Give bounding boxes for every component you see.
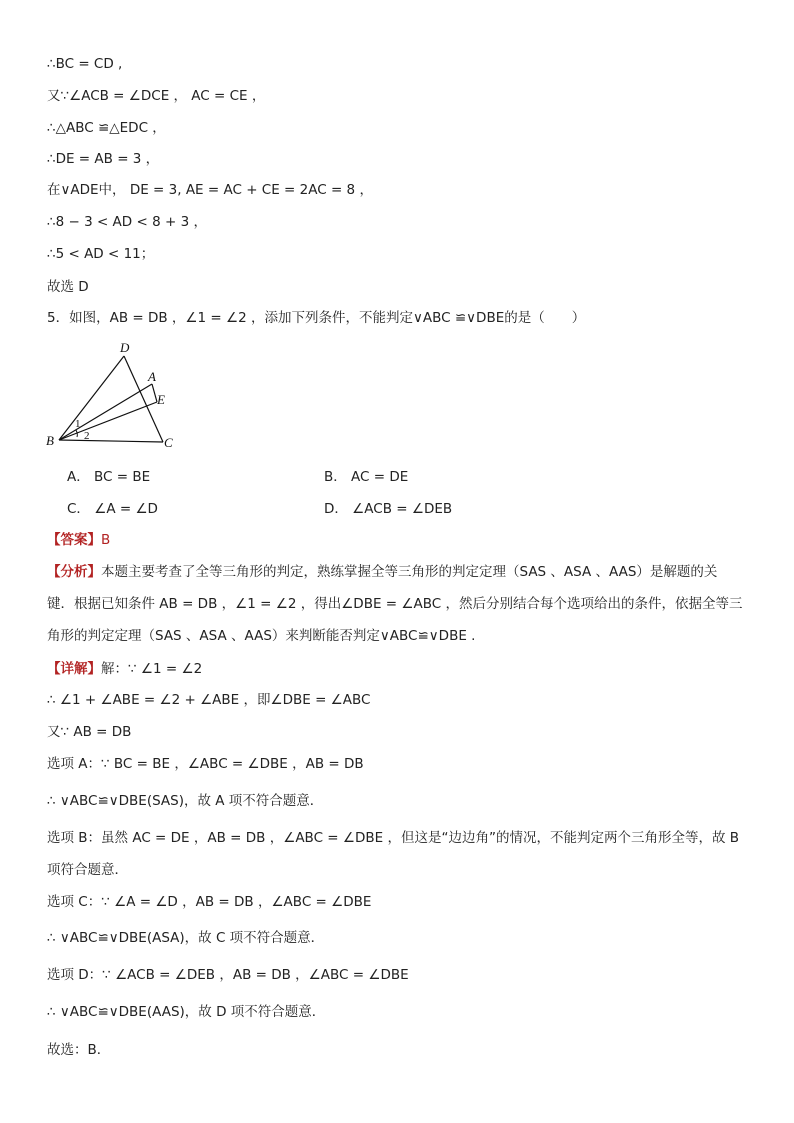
label-E: E: [157, 392, 165, 407]
detail-line-11: ∴ ∨ABC≌∨DBE(AAS)，故 D 项不符合题意．: [47, 1004, 326, 1020]
analysis-line-3: 角形的判定定理（SAS 、ASA 、AAS）来判断能否判定∨ABC≌∨DBE .: [47, 628, 476, 644]
detail-text-1: 解：∵ ∠1 = ∠2: [101, 661, 203, 677]
analysis-tag: 【分析】: [47, 564, 101, 580]
angle-1-label: 1: [75, 418, 81, 430]
label-A: A: [148, 369, 156, 384]
proof-line-5: 在∨ADE中， DE = 3, AE = AC + CE = 2AC = 8 ，: [47, 182, 373, 198]
detail-line-12: 故选：B．: [47, 1042, 111, 1058]
detail-line-1: [47, 660, 202, 678]
detail-line-4: 选项 A：∵ BC = BE ，∠ABC = ∠DBE ，AB = DB: [47, 756, 364, 772]
detail-line-10: 选项 D：∵ ∠ACB = ∠DEB ，AB = DB ，∠ABC = ∠DBE: [47, 967, 409, 983]
angle-2-label: 2: [84, 430, 90, 442]
label-C: C: [164, 435, 173, 450]
option-a: A． BC = BE: [67, 469, 151, 485]
option-b: B． AC = DE: [324, 469, 409, 485]
detail-line-6: 选项 B：虽然 AC = DE ，AB = DB ，∠ABC = ∠DBE ，但这是“边边角”的情况，不能判定两个三角形全等，故 B: [47, 830, 740, 846]
detail-line-2: ∴ ∠1 + ∠ABE = ∠2 + ∠ABE ，即∠DBE = ∠ABC: [47, 692, 371, 708]
detail-line-3: 又∵ AB = DB: [47, 724, 132, 740]
detail-line-8: 选项 C：∵ ∠A = ∠D ，AB = DB ，∠ABC = ∠DBE: [47, 894, 372, 910]
analysis-text-1: 本题主要考查了全等三角形的判定，熟练掌握全等三角形的判定定理（SAS 、ASA 、AAS）是解题的关: [101, 564, 718, 580]
option-c: C． ∠A = ∠D: [67, 501, 158, 517]
detail-tag: 【详解】: [47, 661, 101, 677]
analysis-line-1: [47, 563, 717, 581]
proof-conclusion: 故选 D: [47, 279, 89, 295]
answer-value: B: [101, 532, 111, 548]
option-d: D． ∠ACB = ∠DEB: [324, 501, 453, 517]
label-B: B: [46, 433, 54, 448]
analysis-line-2: 键．根据已知条件 AB = DB ，∠1 = ∠2 ，得出∠DBE = ∠ABC ，然后分别结合每个选项给出的条件，依据全等三: [47, 596, 743, 612]
triangle-figure: [42, 340, 192, 452]
question-text: 5．如图，AB = DB ，∠1 = ∠2 ，添加下列条件，不能判定∨ABC ≌∨DBE的是（ ）: [47, 310, 586, 326]
label-D: D: [120, 340, 130, 355]
proof-line-7: ∴5 < AD < 11；: [47, 246, 155, 262]
proof-line-2: 又∵∠ACB = ∠DCE ， AC = CE ，: [47, 88, 266, 104]
proof-line-6: ∴8 − 3 < AD < 8 + 3 ，: [47, 214, 207, 230]
detail-line-9: ∴ ∨ABC≌∨DBE(ASA)，故 C 项不符合题意．: [47, 930, 325, 946]
proof-line-3: ∴△ABC ≌△EDC ，: [47, 120, 166, 136]
detail-line-7: 项符合题意．: [47, 862, 128, 878]
proof-line-4: ∴DE = AB = 3 ，: [47, 151, 160, 167]
answer-line: [47, 531, 110, 549]
detail-line-5: ∴ ∨ABC≌∨DBE(SAS)，故 A 项不符合题意．: [47, 793, 324, 809]
proof-line-1: ∴BC = CD ,: [47, 56, 123, 72]
answer-tag: 【答案】: [47, 532, 101, 548]
